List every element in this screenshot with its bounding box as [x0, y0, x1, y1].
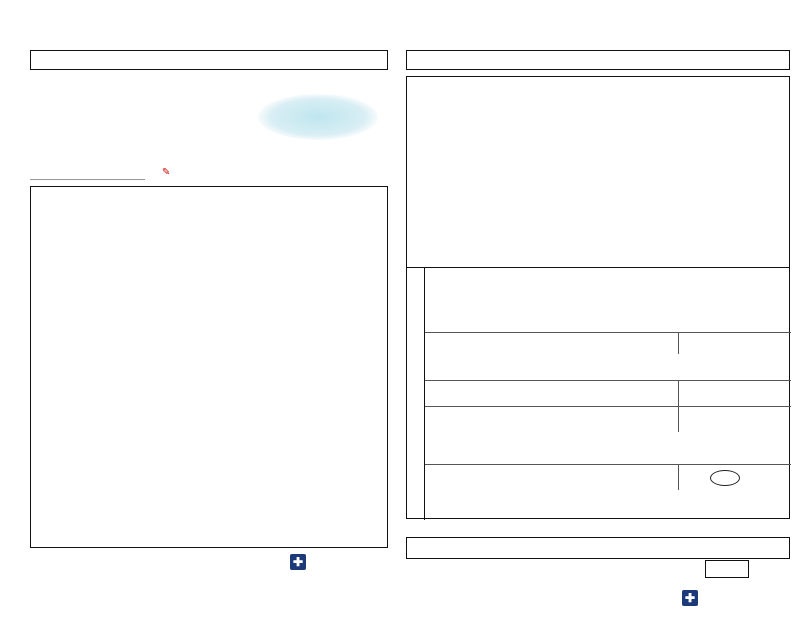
group-construction-staff: [407, 77, 789, 267]
choice-cell[interactable]: [678, 465, 791, 490]
sheet-title: [406, 50, 790, 70]
plus-logo-icon: ✚: [682, 590, 698, 606]
question-row: [425, 464, 791, 490]
plus-logo-icon: ✚: [290, 554, 306, 570]
survey-sheet-2: [400, 0, 800, 622]
question-row: [425, 332, 791, 354]
satisfaction-score-box[interactable]: [705, 560, 749, 578]
question-row: [425, 380, 791, 406]
choice-yes[interactable]: [710, 470, 740, 486]
group-label: [407, 268, 425, 520]
company-logo: [682, 590, 702, 606]
company-logo: [290, 554, 310, 570]
decision-answer-box[interactable]: [406, 537, 790, 559]
choice-cell[interactable]: [678, 381, 791, 406]
group-company: [407, 267, 789, 520]
choice-cell[interactable]: [678, 333, 791, 354]
name-line[interactable]: [30, 179, 145, 180]
question-row: [425, 406, 791, 432]
pen-mark-icon: ✎: [162, 167, 171, 178]
rating-table: [406, 76, 790, 519]
rating-table: [30, 186, 388, 548]
survey-sheet-1: [0, 0, 392, 622]
customer-name-row: [30, 163, 388, 185]
thanks-watercolor-logo: [258, 94, 378, 140]
sheet-title: [30, 50, 388, 70]
choice-cell[interactable]: [678, 407, 791, 432]
